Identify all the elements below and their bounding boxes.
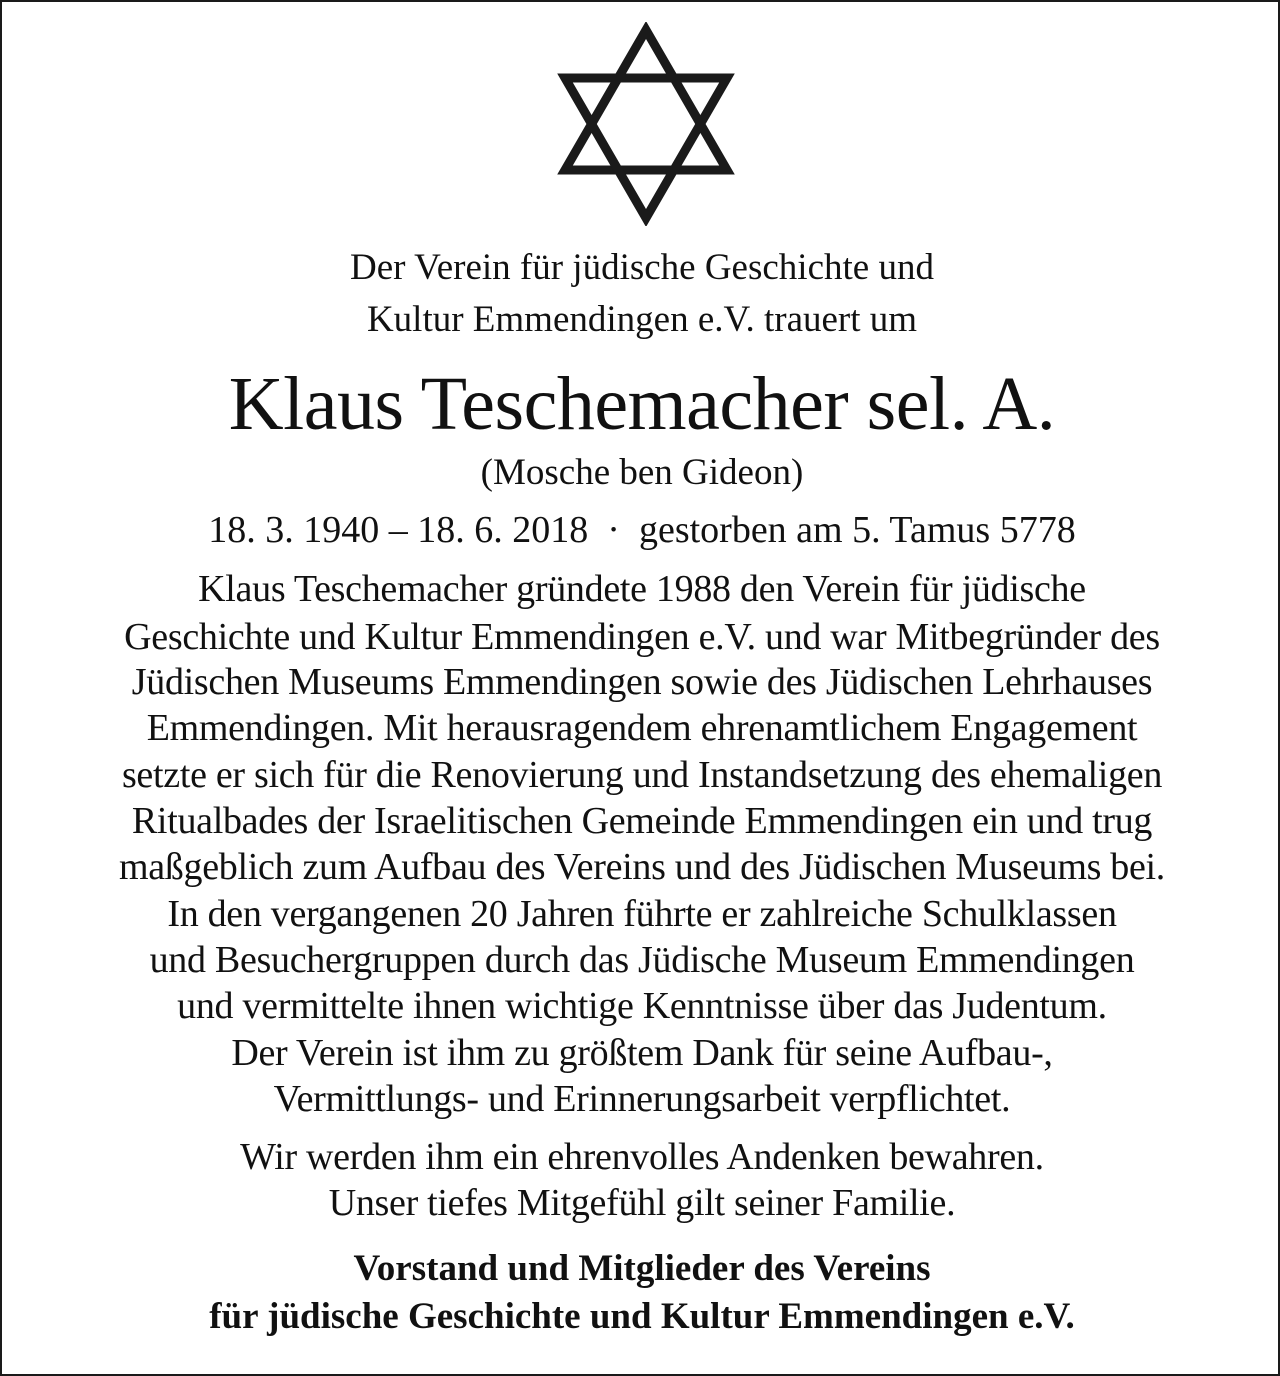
body-line: Geschichte und Kultur Emmendingen e.V. und war Mitbegründer des bbox=[124, 616, 1160, 658]
closing-line: Unser tiefes Mitgefühl gilt seiner Familie. bbox=[328, 1182, 956, 1224]
deceased-name: Klaus Teschemacher sel. A. bbox=[228, 362, 1056, 446]
body-line: Vermittlungs- und Erinnerungsarbeit verpflichtet. bbox=[273, 1078, 1011, 1120]
body-line: setzte er sich für die Renovierung und Instandsetzung des ehemaligen bbox=[121, 754, 1163, 796]
body-line: In den vergangenen 20 Jahren führte er zahlreiche Schulklassen bbox=[167, 893, 1117, 935]
life-dates: 18. 3. 1940 – 18. 6. 2018 · gestorben am 5. Tamus 5778 bbox=[208, 509, 1076, 551]
body-line: und vermittelte ihnen wichtige Kenntnisse über das Judentum. bbox=[177, 985, 1107, 1027]
signature-line: für jüdische Geschichte und Kultur Emmendingen e.V. bbox=[209, 1296, 1075, 1337]
body-line: Der Verein ist ihm zu größtem Dank für seine Aufbau-, bbox=[231, 1032, 1053, 1074]
body-line: Emmendingen. Mit herausragendem ehrenamtlichem Engagement bbox=[146, 707, 1138, 749]
intro-line: Kultur Emmendingen e.V. trauert um bbox=[366, 299, 918, 340]
body-line: maßgeblich zum Aufbau des Vereins und des Jüdischen Museums bei. bbox=[118, 846, 1166, 888]
intro-line: Der Verein für jüdische Geschichte und bbox=[350, 247, 934, 288]
body-line: und Besuchergruppen durch das Jüdische Museum Emmendingen bbox=[149, 939, 1135, 981]
signature-line: Vorstand und Mitglieder des Vereins bbox=[353, 1248, 931, 1289]
body-line: Klaus Teschemacher gründete 1988 den Verein für jüdische bbox=[198, 568, 1086, 610]
hebrew-name: (Mosche ben Gideon) bbox=[480, 452, 804, 493]
body-line: Jüdischen Museums Emmendingen sowie des Jüdischen Lehrhauses bbox=[131, 661, 1153, 703]
closing-line: Wir werden ihm ein ehrenvolles Andenken bewahren. bbox=[240, 1136, 1044, 1178]
star-of-david-icon bbox=[557, 22, 735, 226]
body-line: Ritualbades der Israelitischen Gemeinde Emmendingen ein und trug bbox=[131, 800, 1153, 842]
